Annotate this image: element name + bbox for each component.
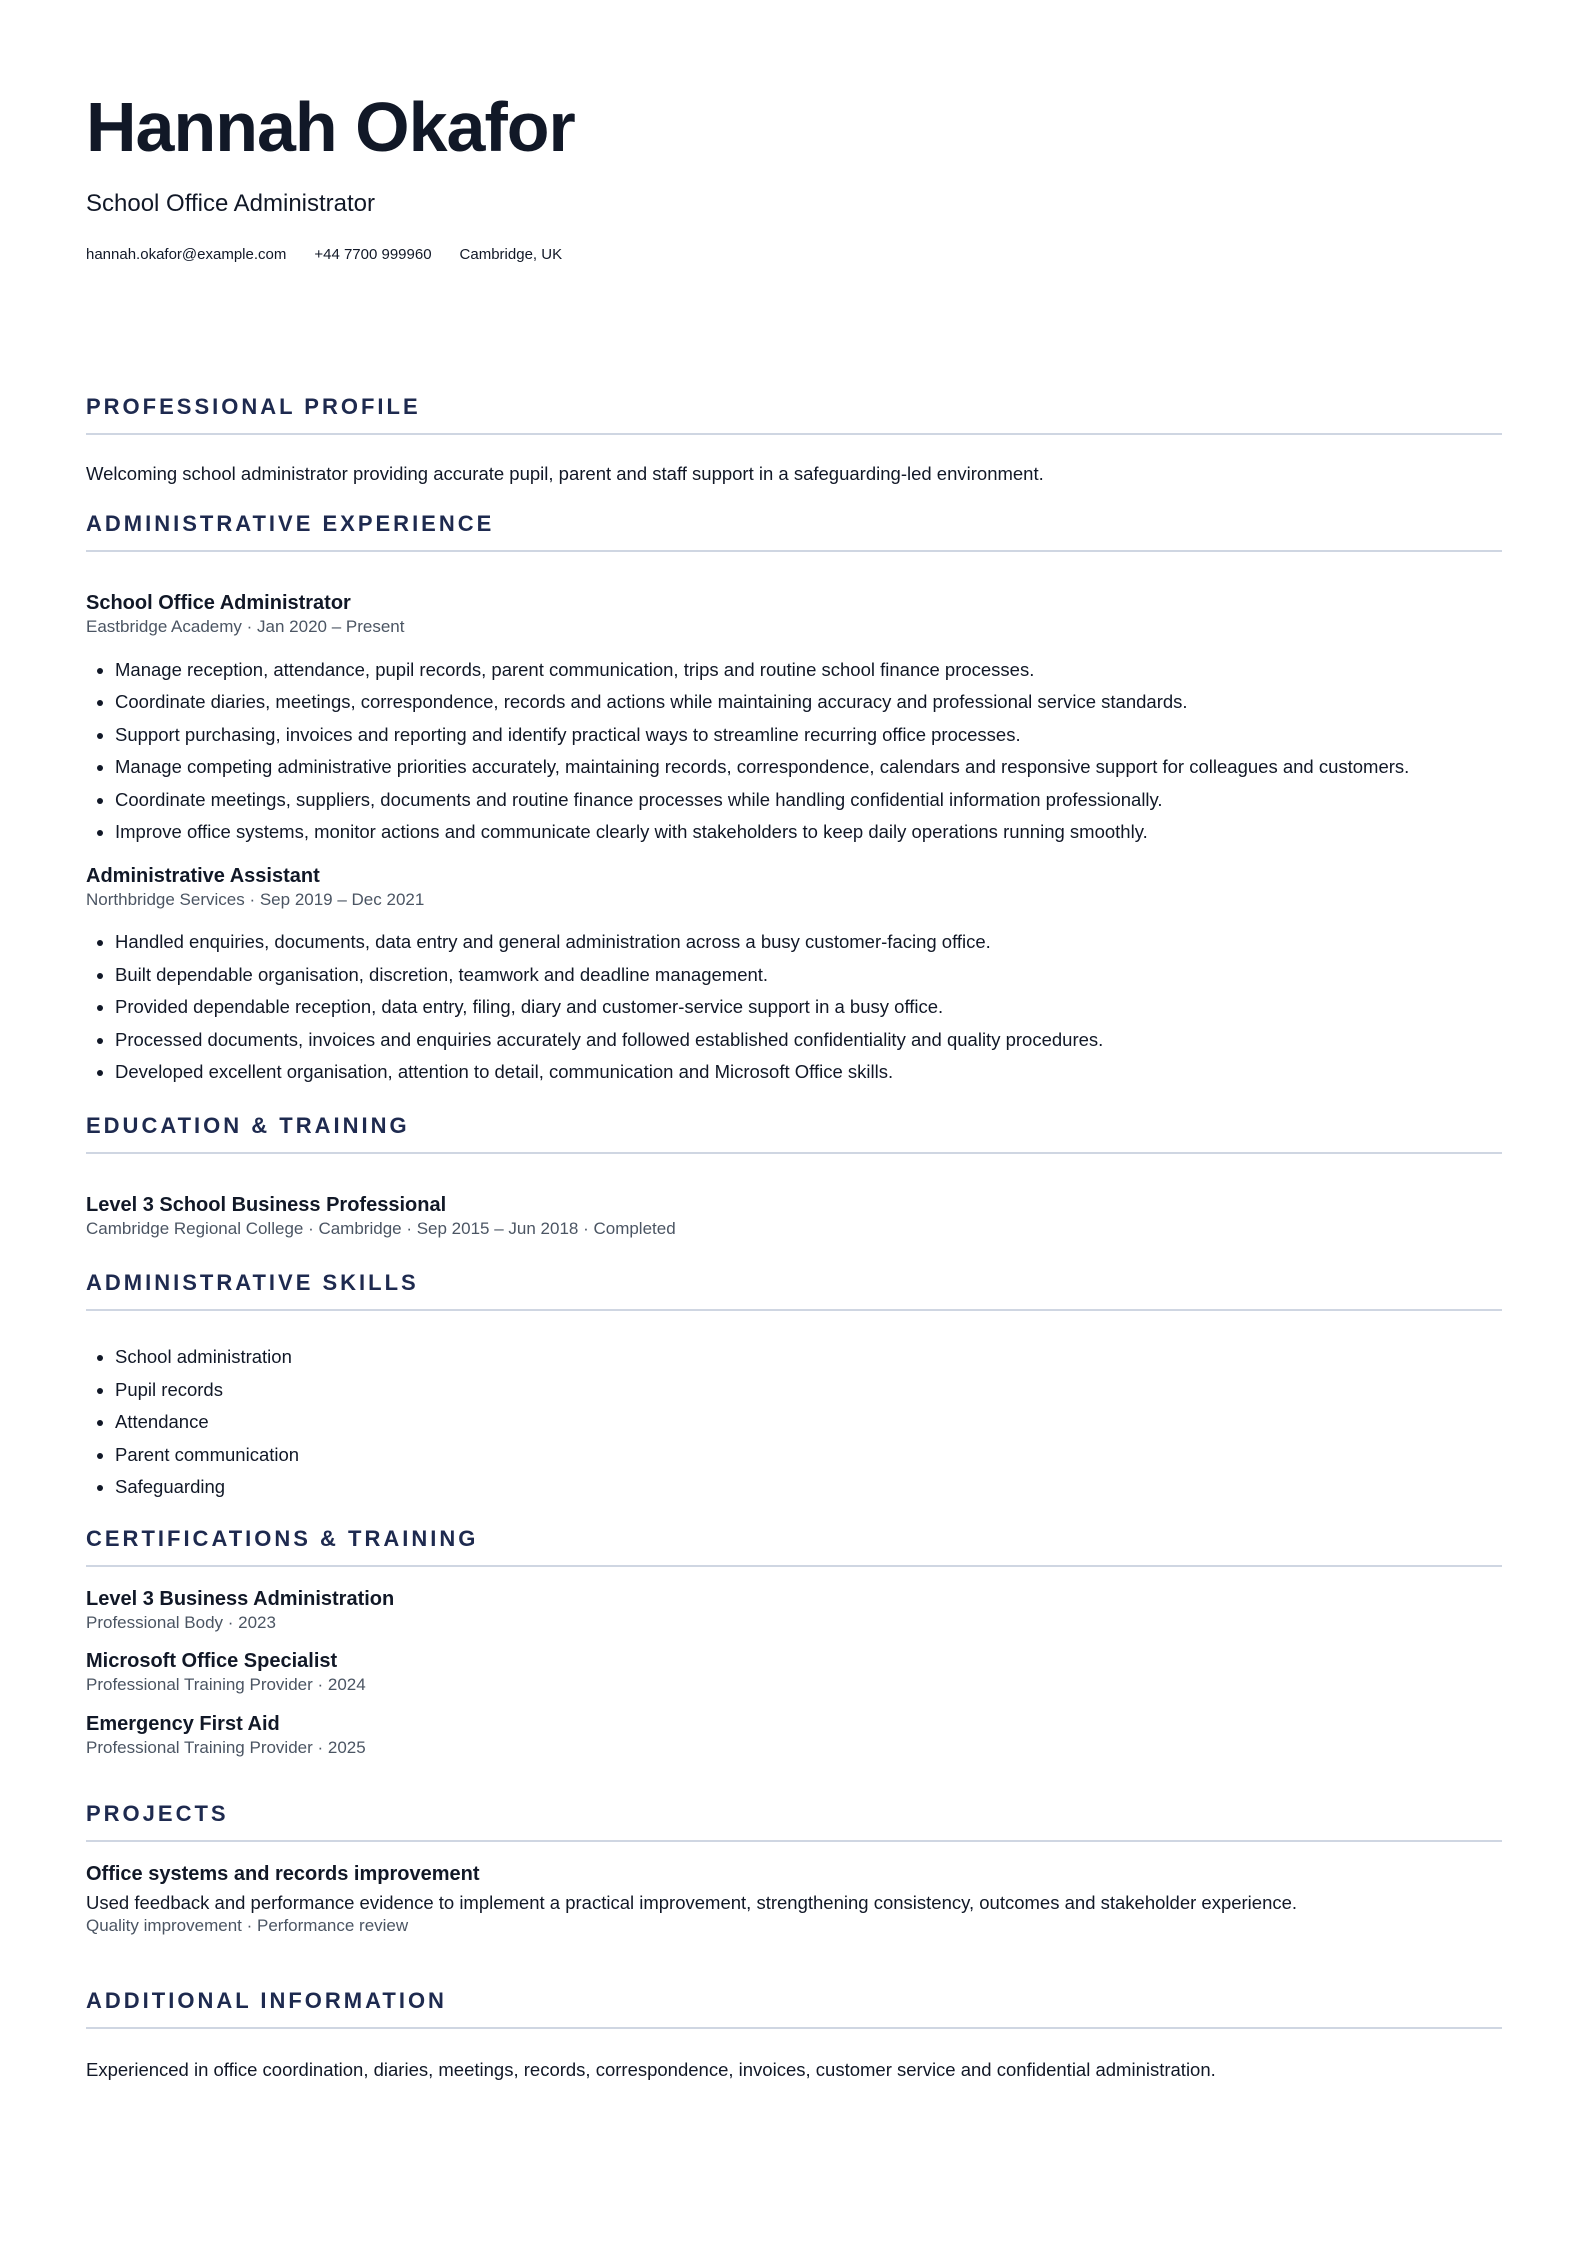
- certification-entry: [86, 1588, 1502, 1633]
- list-item: • Manage competing administrative priorities accurately, maintaining records, correspondence, calendars and responsive support for colleagues and customers.: [115, 751, 1502, 784]
- education-entry: [86, 1194, 1502, 1239]
- certification-meta: Professional Body · 2023: [86, 1612, 276, 1632]
- list-item: • Attendance: [115, 1406, 1502, 1439]
- section-projects: [86, 1801, 1502, 1936]
- list-item: • Processed documents, invoices and enquiries accurately and followed established confidentiality and quality procedures.: [115, 1024, 1502, 1057]
- job-entry: [86, 865, 1502, 1089]
- section-title-additional: ADDITIONAL INFORMATION: [86, 1988, 447, 2014]
- list-item: • Support purchasing, invoices and reporting and identify practical ways to streamline recurring office processes.: [115, 719, 1502, 752]
- project-description: Used feedback and performance evidence to implement a practical improvement, strengthening consistency, outcomes and stakeholder experience.: [86, 1892, 1298, 1914]
- section-divider: [86, 1840, 1502, 1842]
- certification-title: Microsoft Office Specialist: [86, 1650, 338, 1673]
- project-entry: [86, 1863, 1502, 1936]
- contact-location: Cambridge, UK: [459, 246, 563, 263]
- section-divider: [86, 433, 1502, 435]
- contact-info: [86, 246, 562, 263]
- section-title-skills: ADMINISTRATIVE SKILLS: [86, 1270, 419, 1296]
- section-title-education: EDUCATION & TRAINING: [86, 1112, 410, 1138]
- candidate-name: Hannah Okafor: [86, 88, 575, 166]
- education-title: Level 3 School Business Professional: [86, 1193, 447, 1216]
- education-meta: Cambridge Regional College · Cambridge · Sep 2015 – Jun 2018 · Completed: [86, 1218, 676, 1238]
- certification-entry: [86, 1713, 1502, 1758]
- section-divider: [86, 550, 1502, 552]
- list-item: • Coordinate diaries, meetings, correspondence, records and actions while maintaining accuracy and professional service standards.: [115, 686, 1502, 719]
- section-profile: [86, 394, 1502, 485]
- list-item: • Safeguarding: [115, 1471, 1502, 1504]
- additional-text: Experienced in office coordination, diaries, meetings, records, correspondence, invoices, customer service and confidential administration.: [86, 2059, 1216, 2081]
- certification-title: Level 3 Business Administration: [86, 1587, 395, 1610]
- section-title-projects: PROJECTS: [86, 1801, 229, 1827]
- section-certifications: [86, 1526, 1502, 1758]
- section-title-profile: PROFESSIONAL PROFILE: [86, 394, 421, 419]
- resume-content: [86, 394, 1502, 2081]
- certification-meta: Professional Training Provider · 2024: [86, 1675, 366, 1695]
- job-meta: Northbridge Services · Sep 2019 – Dec 2021: [86, 889, 425, 909]
- list-item: • Improve office systems, monitor actions and communicate clearly with stakeholders to keep daily operations running smoothly.: [115, 816, 1502, 849]
- list-item: • Built dependable organisation, discretion, teamwork and deadline management.: [115, 959, 1502, 992]
- section-title-certifications: CERTIFICATIONS & TRAINING: [86, 1525, 479, 1551]
- section-divider: [86, 1152, 1502, 1154]
- section-experience: [86, 511, 1502, 1089]
- section-title-experience: ADMINISTRATIVE EXPERIENCE: [86, 511, 495, 536]
- list-item: • Handled enquiries, documents, data entry and general administration across a busy customer-facing office.: [115, 926, 1502, 959]
- project-title: Office systems and records improvement: [86, 1863, 480, 1886]
- skills-list: [86, 1341, 1502, 1504]
- certification-meta: Professional Training Provider · 2025: [86, 1737, 366, 1757]
- section-divider: [86, 2027, 1502, 2029]
- candidate-role: School Office Administrator: [86, 190, 376, 217]
- section-additional: [86, 1988, 1502, 2081]
- list-item: • Manage reception, attendance, pupil records, parent communication, trips and routine school finance processes.: [115, 654, 1502, 687]
- job-title: Administrative Assistant: [86, 864, 320, 887]
- section-divider: [86, 1565, 1502, 1567]
- list-item: • Pupil records: [115, 1374, 1502, 1407]
- job-entry: [86, 592, 1502, 849]
- contact-email[interactable]: hannah.okafor@example.com: [86, 246, 287, 263]
- section-skills: [86, 1270, 1502, 1504]
- list-item: • Parent communication: [115, 1439, 1502, 1472]
- certification-entry: [86, 1650, 1502, 1695]
- profile-text: Welcoming school administrator providing accurate pupil, parent and staff support in a safeguarding-led environment.: [86, 463, 1044, 484]
- job-bullets: [86, 654, 1502, 849]
- job-bullets: [86, 926, 1502, 1089]
- list-item: • Coordinate meetings, suppliers, documents and routine finance processes while handling confidential information professionally.: [115, 784, 1502, 817]
- job-meta: Eastbridge Academy · Jan 2020 – Present: [86, 617, 405, 636]
- section-divider: [86, 1309, 1502, 1311]
- project-tags: Quality improvement · Performance review: [86, 1916, 409, 1936]
- list-item: • Developed excellent organisation, attention to detail, communication and Microsoft Office skills.: [115, 1056, 1502, 1089]
- list-item: • Provided dependable reception, data entry, filing, diary and customer-service support in a busy office.: [115, 991, 1502, 1024]
- contact-phone[interactable]: +44 7700 999960: [314, 246, 432, 263]
- list-item: • School administration: [115, 1341, 1502, 1374]
- job-title: School Office Administrator: [86, 592, 351, 614]
- section-education: [86, 1113, 1502, 1239]
- certification-title: Emergency First Aid: [86, 1712, 280, 1735]
